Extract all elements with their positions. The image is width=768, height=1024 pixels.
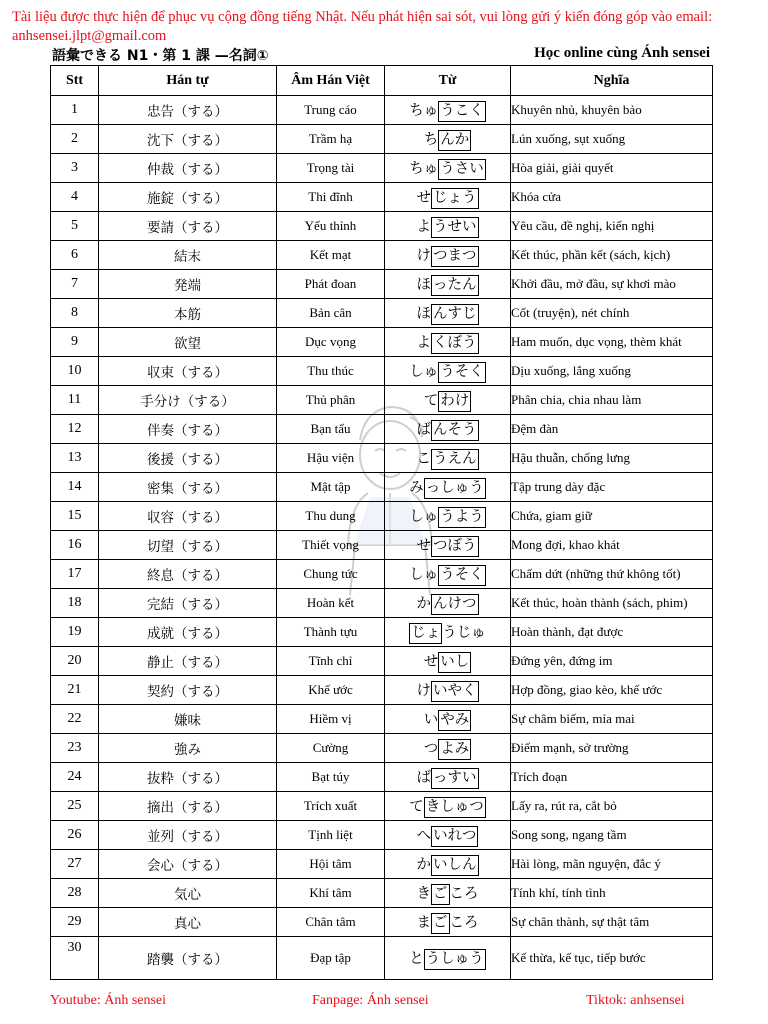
doc-title: 語彙できる N1・第 1 課 —名詞① xyxy=(52,48,269,64)
row-meaning: Tính khí, tính tình xyxy=(511,879,713,908)
row-stt: 14 xyxy=(51,473,99,502)
kana-prefix: よ xyxy=(416,218,431,235)
kana-prefix: ほ xyxy=(416,305,431,322)
kana-boxed: じょ xyxy=(409,623,442,644)
row-kana xyxy=(385,183,511,212)
table-row xyxy=(51,125,713,154)
row-han-viet: Cường xyxy=(277,734,385,763)
row-han-viet: Thi đĩnh xyxy=(277,183,385,212)
row-kanji: 本筋 xyxy=(99,299,277,328)
table-row xyxy=(51,618,713,647)
kana-prefix: ま xyxy=(416,914,431,931)
kana-boxed: うしゅう xyxy=(424,949,486,970)
table-row xyxy=(51,502,713,531)
row-meaning: Hoàn thành, đạt được xyxy=(511,618,713,647)
kana-boxed: うこく xyxy=(438,101,486,122)
row-kana xyxy=(385,618,511,647)
row-meaning: Kết thúc, phần kết (sách, kịch) xyxy=(511,241,713,270)
kana-boxed: やみ xyxy=(438,710,471,731)
row-kana xyxy=(385,241,511,270)
row-meaning: Kế thừa, kế tục, tiếp bước xyxy=(511,937,713,980)
row-meaning: Lấy ra, rút ra, cắt bỏ xyxy=(511,792,713,821)
row-kana xyxy=(385,328,511,357)
kana-prefix: せ xyxy=(416,189,431,206)
row-kana xyxy=(385,908,511,937)
kana-boxed: ご xyxy=(431,884,450,905)
row-stt: 5 xyxy=(51,212,99,241)
kana-prefix: こ xyxy=(416,450,431,467)
table-row xyxy=(51,473,713,502)
row-meaning: Sự châm biếm, mỉa mai xyxy=(511,705,713,734)
table-row xyxy=(51,734,713,763)
kana-prefix: み xyxy=(409,479,424,496)
row-han-viet: Yếu thỉnh xyxy=(277,212,385,241)
table-row xyxy=(51,937,713,980)
row-meaning: Ham muốn, dục vọng, thèm khát xyxy=(511,328,713,357)
row-han-viet: Chân tâm xyxy=(277,908,385,937)
row-stt: 16 xyxy=(51,531,99,560)
row-han-viet: Bạt túy xyxy=(277,763,385,792)
row-han-viet: Khế ước xyxy=(277,676,385,705)
table-header-row xyxy=(51,66,713,96)
row-kanji: 切望（する） xyxy=(99,531,277,560)
row-meaning: Hậu thuẫn, chống lưng xyxy=(511,444,713,473)
kana-prefix: つ xyxy=(423,740,439,757)
row-stt: 7 xyxy=(51,270,99,299)
row-kanji: 欲望 xyxy=(99,328,277,357)
kana-prefix: ち xyxy=(423,131,439,148)
row-meaning: Lún xuống, sụt xuống xyxy=(511,125,713,154)
row-stt: 21 xyxy=(51,676,99,705)
vocab-table xyxy=(50,65,713,980)
footer-fanpage: Fanpage: Ánh sensei xyxy=(312,993,429,1008)
row-stt: 2 xyxy=(51,125,99,154)
kana-prefix: け xyxy=(416,247,431,264)
row-han-viet: Đạp tập xyxy=(277,937,385,980)
table-row xyxy=(51,96,713,125)
kana-prefix: ちゅ xyxy=(409,102,439,119)
row-stt: 4 xyxy=(51,183,99,212)
table-row xyxy=(51,676,713,705)
row-meaning: Dịu xuống, lắng xuống xyxy=(511,357,713,386)
kana-prefix: い xyxy=(423,711,439,728)
row-han-viet: Hậu viện xyxy=(277,444,385,473)
kana-boxed: わけ xyxy=(438,391,471,412)
row-kanji: 要請（する） xyxy=(99,212,277,241)
table-row xyxy=(51,821,713,850)
table-row xyxy=(51,531,713,560)
row-meaning: Đệm đàn xyxy=(511,415,713,444)
row-meaning: Chứa, giam giữ xyxy=(511,502,713,531)
row-meaning: Khóa cửa xyxy=(511,183,713,212)
kana-prefix: せ xyxy=(416,537,431,554)
row-han-viet: Trung cáo xyxy=(277,96,385,125)
row-kana xyxy=(385,270,511,299)
row-han-viet: Mật tập xyxy=(277,473,385,502)
row-meaning: Chấm dứt (những thứ không tốt) xyxy=(511,560,713,589)
kana-prefix: か xyxy=(416,856,431,873)
table-row xyxy=(51,589,713,618)
row-stt: 15 xyxy=(51,502,99,531)
table-row xyxy=(51,386,713,415)
row-stt: 30 xyxy=(51,937,99,980)
row-stt: 24 xyxy=(51,763,99,792)
row-kanji: 密集（する） xyxy=(99,473,277,502)
row-han-viet: Dục vọng xyxy=(277,328,385,357)
footer-youtube: Youtube: Ánh sensei xyxy=(50,993,167,1008)
kana-boxed: いやく xyxy=(431,681,479,702)
row-stt: 10 xyxy=(51,357,99,386)
row-meaning: Kết thúc, hoàn thành (sách, phim) xyxy=(511,589,713,618)
kana-boxed: うさい xyxy=(438,159,486,180)
row-kana xyxy=(385,212,511,241)
row-kanji: 契約（する） xyxy=(99,676,277,705)
row-stt: 23 xyxy=(51,734,99,763)
row-han-viet: Hội tâm xyxy=(277,850,385,879)
kana-boxed: んけつ xyxy=(431,594,479,615)
row-kana xyxy=(385,937,511,980)
row-kanji: 手分け（する） xyxy=(99,386,277,415)
row-stt: 28 xyxy=(51,879,99,908)
kana-boxed: っすい xyxy=(431,768,479,789)
table-row xyxy=(51,850,713,879)
col-header-stt: Stt xyxy=(51,66,99,96)
table-row xyxy=(51,357,713,386)
kana-boxed: うえん xyxy=(431,449,479,470)
row-meaning: Điểm mạnh, sở trường xyxy=(511,734,713,763)
kana-prefix: け xyxy=(416,682,431,699)
kana-prefix: ほ xyxy=(416,276,431,293)
row-meaning: Phân chia, chia nhau làm xyxy=(511,386,713,415)
kana-boxed: いし xyxy=(438,652,471,673)
kana-boxed: んすじ xyxy=(431,304,479,325)
row-kana xyxy=(385,444,511,473)
table-row xyxy=(51,792,713,821)
row-kana xyxy=(385,96,511,125)
col-header-kanji: Hán tự xyxy=(99,66,277,96)
site-label: Học online cùng Ánh sensei xyxy=(534,45,710,61)
kana-boxed: いれつ xyxy=(431,826,478,847)
row-han-viet: Thành tựu xyxy=(277,618,385,647)
table-row xyxy=(51,879,713,908)
kana-boxed: つまつ xyxy=(431,246,479,267)
row-han-viet: Thủ phân xyxy=(277,386,385,415)
row-kanji: 嫌味 xyxy=(99,705,277,734)
row-meaning: Khởi đầu, mở đầu, sự khơi mào xyxy=(511,270,713,299)
row-meaning: Cốt (truyện), nét chính xyxy=(511,299,713,328)
row-stt: 25 xyxy=(51,792,99,821)
table-row xyxy=(51,647,713,676)
row-han-viet: Thu thúc xyxy=(277,357,385,386)
row-han-viet: Tịnh liệt xyxy=(277,821,385,850)
kana-prefix: き xyxy=(416,885,431,902)
row-kanji: 会心（する） xyxy=(99,850,277,879)
kana-boxed: きしゅつ xyxy=(424,797,486,818)
row-kana xyxy=(385,357,511,386)
row-kanji: 結末 xyxy=(99,241,277,270)
title-row xyxy=(52,45,710,65)
row-meaning: Tập trung dày đặc xyxy=(511,473,713,502)
row-kanji: 収容（する） xyxy=(99,502,277,531)
table-row xyxy=(51,270,713,299)
row-kana xyxy=(385,821,511,850)
kana-boxed: くぼう xyxy=(431,333,479,354)
row-kana xyxy=(385,386,511,415)
kana-prefix: か xyxy=(416,595,431,612)
kana-boxed: んそう xyxy=(431,420,479,441)
row-han-viet: Trầm hạ xyxy=(277,125,385,154)
kana-boxed: いしん xyxy=(431,855,479,876)
kana-boxed: うせい xyxy=(431,217,479,238)
row-han-viet: Hiềm vị xyxy=(277,705,385,734)
row-stt: 12 xyxy=(51,415,99,444)
row-han-viet: Bạn tấu xyxy=(277,415,385,444)
kana-prefix: へ xyxy=(416,827,432,844)
table-row xyxy=(51,241,713,270)
row-stt: 1 xyxy=(51,96,99,125)
row-han-viet: Trọng tài xyxy=(277,154,385,183)
row-kanji: 真心 xyxy=(99,908,277,937)
row-han-viet: Thu dung xyxy=(277,502,385,531)
row-kanji: 施錠（する） xyxy=(99,183,277,212)
kana-prefix: と xyxy=(409,950,424,967)
kana-boxed: うそく xyxy=(438,565,486,586)
row-meaning: Trích đoạn xyxy=(511,763,713,792)
kana-prefix: ちゅ xyxy=(409,160,439,177)
row-meaning: Khuyên nhủ, khuyên bảo xyxy=(511,96,713,125)
row-meaning: Sự chân thành, sự thật tâm xyxy=(511,908,713,937)
kana-suffix: ころ xyxy=(449,885,479,902)
row-han-viet: Kết mạt xyxy=(277,241,385,270)
row-meaning: Hợp đồng, giao kèo, khế ước xyxy=(511,676,713,705)
row-stt: 22 xyxy=(51,705,99,734)
row-kanji: 後援（する） xyxy=(99,444,277,473)
row-kana xyxy=(385,125,511,154)
footer-tiktok: Tiktok: anhsensei xyxy=(586,993,685,1008)
row-stt: 19 xyxy=(51,618,99,647)
row-meaning: Đứng yên, đứng im xyxy=(511,647,713,676)
row-kanji: 発端 xyxy=(99,270,277,299)
row-kanji: 気心 xyxy=(99,879,277,908)
kana-prefix: て xyxy=(423,392,439,409)
row-han-viet: Khí tâm xyxy=(277,879,385,908)
row-kanji: 抜粋（する） xyxy=(99,763,277,792)
row-meaning: Yêu cầu, đề nghị, kiến nghị xyxy=(511,212,713,241)
row-meaning: Hòa giải, giải quyết xyxy=(511,154,713,183)
table-row xyxy=(51,444,713,473)
footer xyxy=(0,993,768,1011)
row-stt: 26 xyxy=(51,821,99,850)
kana-boxed: っしゅう xyxy=(424,478,486,499)
row-han-viet: Trích xuất xyxy=(277,792,385,821)
table-row xyxy=(51,299,713,328)
kana-boxed: ったん xyxy=(431,275,479,296)
row-kanji: 忠告（する） xyxy=(99,96,277,125)
row-stt: 9 xyxy=(51,328,99,357)
row-stt: 27 xyxy=(51,850,99,879)
kana-prefix: しゅ xyxy=(409,363,439,380)
table-row xyxy=(51,154,713,183)
row-kanji: 摘出（する） xyxy=(99,792,277,821)
kana-prefix: ば xyxy=(416,769,431,786)
row-kana xyxy=(385,473,511,502)
row-kana xyxy=(385,531,511,560)
kana-boxed: よみ xyxy=(438,739,471,760)
row-kana xyxy=(385,560,511,589)
kana-prefix: よ xyxy=(416,334,431,351)
row-meaning: Song song, ngang tầm xyxy=(511,821,713,850)
row-han-viet: Hoàn kết xyxy=(277,589,385,618)
row-meaning: Hài lòng, mãn nguyện, đắc ý xyxy=(511,850,713,879)
row-kana xyxy=(385,415,511,444)
kana-boxed: うよう xyxy=(438,507,486,528)
table-row xyxy=(51,705,713,734)
table-row xyxy=(51,560,713,589)
kana-prefix: ば xyxy=(416,421,431,438)
row-kanji: 強み xyxy=(99,734,277,763)
row-han-viet: Tĩnh chỉ xyxy=(277,647,385,676)
row-kanji: 仲裁（する） xyxy=(99,154,277,183)
row-stt: 3 xyxy=(51,154,99,183)
row-kana xyxy=(385,676,511,705)
table-row xyxy=(51,763,713,792)
row-kana xyxy=(385,705,511,734)
row-stt: 18 xyxy=(51,589,99,618)
row-kana xyxy=(385,763,511,792)
row-kana xyxy=(385,850,511,879)
kana-boxed: ご xyxy=(431,913,450,934)
table-row xyxy=(51,183,713,212)
row-kanji: 踏襲（する） xyxy=(99,937,277,980)
row-han-viet: Thiết vọng xyxy=(277,531,385,560)
row-stt: 20 xyxy=(51,647,99,676)
table-row xyxy=(51,415,713,444)
row-kana xyxy=(385,734,511,763)
table-row xyxy=(51,328,713,357)
row-kana xyxy=(385,154,511,183)
kana-boxed: つぼう xyxy=(431,536,479,557)
row-kanji: 終息（する） xyxy=(99,560,277,589)
row-kanji: 収束（する） xyxy=(99,357,277,386)
row-kanji: 伴奏（する） xyxy=(99,415,277,444)
kana-boxed: んか xyxy=(438,130,471,151)
kana-boxed: うそく xyxy=(438,362,486,383)
header-notice: Tài liệu được thực hiện để phục vụ cộng đồng tiếng Nhật. Nếu phát hiện sai sót, vui lòng gửi ý kiến đóng góp vào email: anhsensei.jlpt@gmail.com xyxy=(12,9,713,44)
row-stt: 6 xyxy=(51,241,99,270)
kana-prefix: て xyxy=(409,798,424,815)
kana-prefix: せ xyxy=(423,653,439,670)
row-stt: 11 xyxy=(51,386,99,415)
row-stt: 8 xyxy=(51,299,99,328)
row-kanji: 沈下（する） xyxy=(99,125,277,154)
kana-suffix: ころ xyxy=(449,914,479,931)
kana-prefix: しゅ xyxy=(409,508,439,525)
row-kana xyxy=(385,502,511,531)
row-kana xyxy=(385,299,511,328)
row-stt: 17 xyxy=(51,560,99,589)
row-han-viet: Bản cân xyxy=(277,299,385,328)
table-row xyxy=(51,908,713,937)
row-meaning: Mong đợi, khao khát xyxy=(511,531,713,560)
row-kana xyxy=(385,879,511,908)
row-kanji: 完結（する） xyxy=(99,589,277,618)
row-kanji: 並列（する） xyxy=(99,821,277,850)
row-han-viet: Phát đoan xyxy=(277,270,385,299)
col-header-han-viet: Âm Hán Việt xyxy=(277,66,385,96)
row-kana xyxy=(385,792,511,821)
kana-suffix: うじゅ xyxy=(442,624,486,641)
col-header-word: Từ xyxy=(385,66,511,96)
row-kanji: 静止（する） xyxy=(99,647,277,676)
row-stt: 13 xyxy=(51,444,99,473)
row-kana xyxy=(385,589,511,618)
row-stt: 29 xyxy=(51,908,99,937)
row-han-viet: Chung tức xyxy=(277,560,385,589)
row-kanji: 成就（する） xyxy=(99,618,277,647)
kana-prefix: しゅ xyxy=(409,566,439,583)
col-header-meaning: Nghĩa xyxy=(511,66,713,96)
table-row xyxy=(51,212,713,241)
row-kana xyxy=(385,647,511,676)
table-body xyxy=(51,96,713,980)
kana-boxed: じょう xyxy=(431,188,479,209)
